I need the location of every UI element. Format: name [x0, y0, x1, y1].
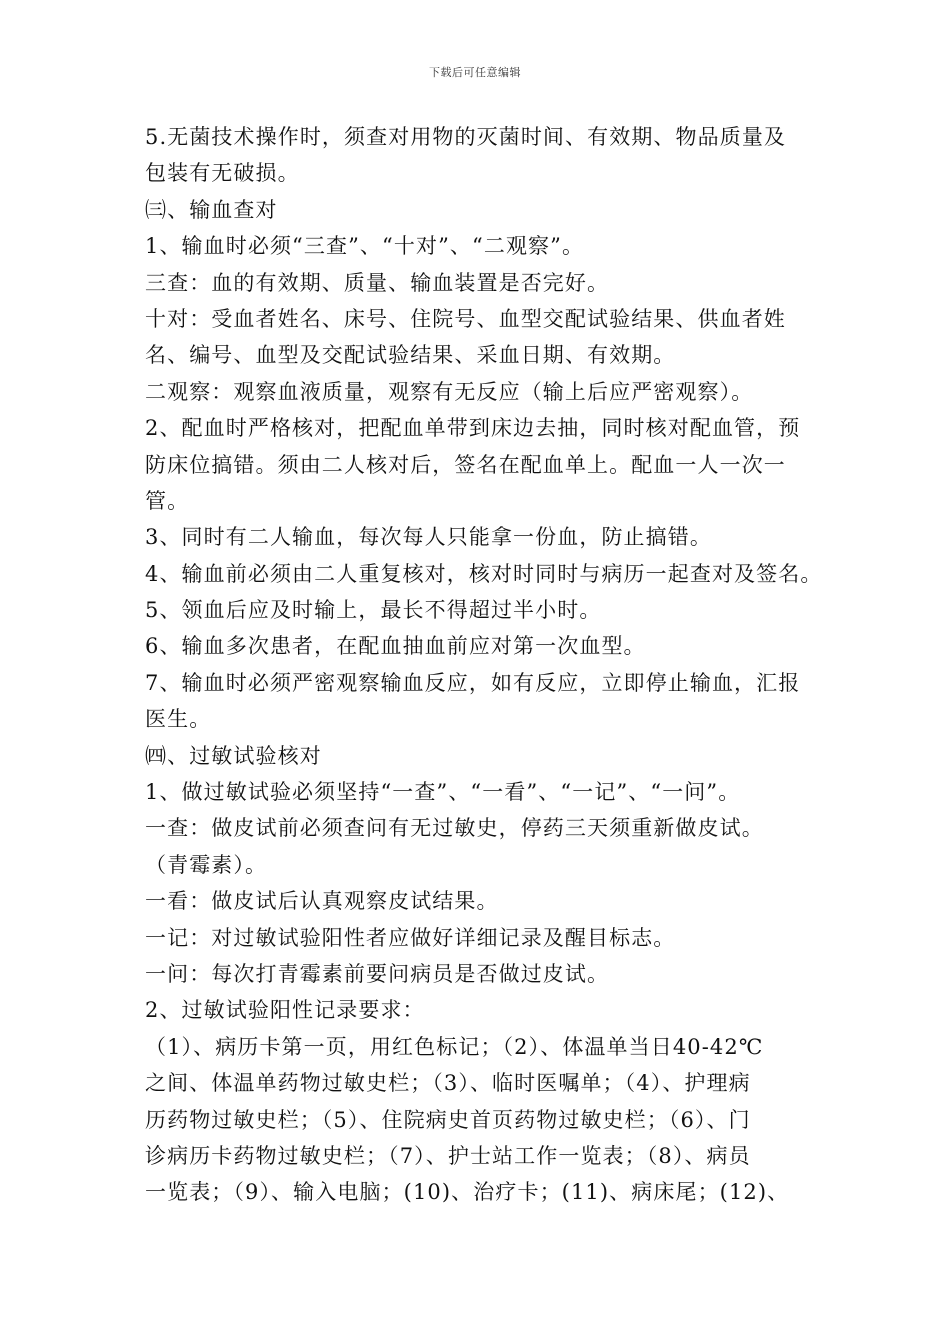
- text-line: 2、配血时严格核对，把配血单带到床边去抽，同时核对配血管，预: [145, 416, 801, 441]
- text-line: 3、同时有二人输血，每次每人只能拿一份血，防止搞错。: [145, 525, 712, 550]
- text-line: 2、过敏试验阳性记录要求：: [145, 998, 425, 1023]
- text-line: 三查：血的有效期、质量、输血装置是否完好。: [145, 270, 610, 295]
- section-heading: ㈢、输血查对: [145, 197, 278, 222]
- text-line: 二观察：观察血液质量，观察有无反应（输上后应严密观察）。: [145, 379, 754, 404]
- text-line: 历药物过敏史栏；（5）、住院病史首页药物过敏史栏；（6）、门: [145, 1107, 751, 1132]
- page-header: 下载后可任意编辑: [429, 66, 521, 79]
- text-line: 一问：每次打青霉素前要问病员是否做过皮试。: [145, 961, 610, 986]
- document-body: [145, 119, 825, 1211]
- text-line: 一查：做皮试前必须查问有无过敏史，停药三天须重新做皮试。: [145, 816, 764, 841]
- text-line: （1）、病历卡第一页，用红色标记；（2）、体温单当日40-42℃: [145, 1034, 764, 1059]
- text-line: 防床位搞错。须由二人核对后，签名在配血单上。配血一人一次一: [145, 452, 786, 477]
- text-line: （青霉素）。: [145, 852, 268, 877]
- text-line: 7、输血时必须严密观察输血反应，如有反应，立即停止输血，汇报: [145, 670, 801, 695]
- text-line: 十对：受血者姓名、床号、住院号、血型交配试验结果、供血者姓: [145, 306, 786, 331]
- text-line: 5、领血后应及时输上，最长不得超过半小时。: [145, 598, 602, 623]
- text-line: 之间、体温单药物过敏史栏；（3）、临时医嘱单；（4）、护理病: [145, 1071, 751, 1096]
- text-line: 6、输血多次患者，在配血抽血前应对第一次血型。: [145, 634, 646, 659]
- text-line: 1、输血时必须“三查”、“十对”、“二观察”。: [145, 234, 585, 259]
- text-line: 5.无菌技术操作时，须查对用物的灭菌时间、有效期、物品质量及: [145, 125, 787, 149]
- text-line: 4、输血前必须由二人重复核对，核对时同时与病历一起查对及签名。: [145, 561, 823, 586]
- text-line: 1、做过敏试验必须坚持“一查”、“一看”、“一记”、“一问”。: [145, 780, 741, 805]
- text-line: 一览表；（9）、输入电脑；(10)、治疗卡；(11)、病床尾；(12)、: [145, 1180, 790, 1205]
- text-line: 管。: [145, 488, 190, 513]
- text-line: 医生。: [145, 707, 212, 732]
- text-line: 包装有无破损。: [145, 161, 300, 186]
- text-line: 诊病历卡药物过敏史栏；（7）、护士站工作一览表；（8）、病员: [145, 1143, 751, 1168]
- text-line: 一记：对过敏试验阳性者应做好详细记录及醒目标志。: [145, 925, 676, 950]
- section-heading: ㈣、过敏试验核对: [145, 743, 322, 768]
- text-line: 一看：做皮试后认真观察皮试结果。: [145, 889, 499, 914]
- text-line: 名、编号、血型及交配试验结果、采血日期、有效期。: [145, 343, 676, 368]
